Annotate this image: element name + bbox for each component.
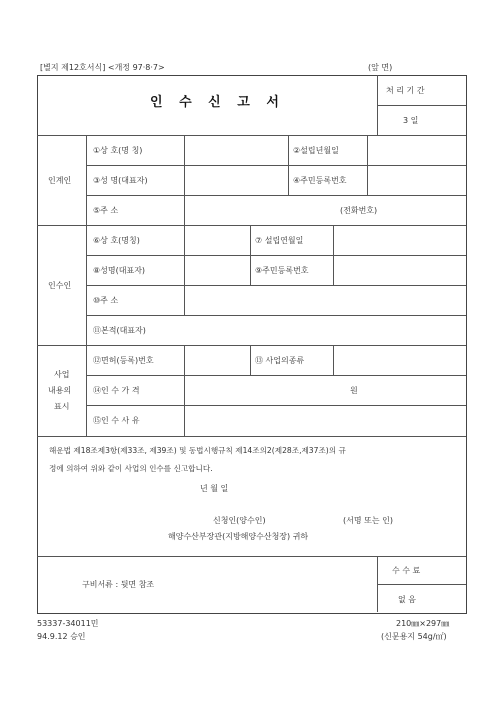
transferee-established-field[interactable] <box>335 227 464 253</box>
form-reference: [별지 제12호서식] <개정 97·8·7> <box>40 63 165 72</box>
signature-label: (서명 또는 인) <box>343 516 393 525</box>
paper-type: (신문용지 54g/㎡) <box>381 632 447 641</box>
transferee-domicile-label: ⑪본적(대표자) <box>93 326 146 335</box>
transferee-established-label: ⑦ 설립연월일 <box>255 236 304 245</box>
attachments-label: 구비서류 : 뒷면 참조 <box>82 580 155 589</box>
acquisition-price-field[interactable] <box>186 377 464 403</box>
transferee-resident-no-label: ⑨주민등록번호 <box>255 266 309 275</box>
declaration-date: 년 월 일 <box>200 484 229 493</box>
transferee-address-label: ⑩주 소 <box>93 296 119 305</box>
fee-label: 수 수 료 <box>392 566 421 575</box>
transferee-domicile-field[interactable] <box>186 317 464 343</box>
recipient-label: 해양수산부장관(지방해양수산청장) 귀하 <box>168 532 309 541</box>
declaration-line-1: 해운법 제18조제3항(제33조, 제39조) 및 동법시행규칙 제14조의2(제28조,제37조)의 규 <box>49 446 346 455</box>
license-no-label: ⑫면허(등록)번호 <box>93 356 154 365</box>
applicant-label: 신청인(양수인) <box>213 516 266 525</box>
business-section-label-2: 내용의 <box>48 386 72 395</box>
form-code: 53337-34011민 <box>37 619 99 628</box>
acquisition-reason-label: ⑮인 수 사 유 <box>93 416 140 425</box>
transferor-established-field[interactable] <box>369 137 464 163</box>
business-section-label-1: 사업 <box>54 370 70 379</box>
price-unit: 원 <box>350 386 358 395</box>
approval-date: 94.9.12 승인 <box>37 632 86 641</box>
paper-size: 210㎜×297㎜ <box>396 619 450 628</box>
page-side-label: (앞 면) <box>368 63 393 72</box>
transferee-address-field[interactable] <box>186 287 464 313</box>
transferor-established-label: ②설립년월일 <box>293 146 339 155</box>
processing-period-label: 처 리 기 간 <box>386 86 425 95</box>
transferor-resident-no-field[interactable] <box>369 167 464 193</box>
business-type-field[interactable] <box>335 347 464 373</box>
transferor-trade-name-label: ①상 호(명 칭) <box>93 146 143 155</box>
transferee-trade-name-label: ⑥상 호(명칭) <box>93 236 140 245</box>
processing-period-value: 3 일 <box>403 116 419 125</box>
transferor-section-label: 인계인 <box>48 176 72 185</box>
acquisition-reason-field[interactable] <box>186 407 464 434</box>
transferor-trade-name-field[interactable] <box>186 137 286 163</box>
business-type-label: ⑬ 사업의종류 <box>255 356 305 365</box>
transferee-resident-no-field[interactable] <box>335 257 464 283</box>
transferor-address-label: ⑤주 소 <box>93 206 119 215</box>
acquisition-price-label: ⑭인 수 가 격 <box>93 386 140 395</box>
business-section-label-3: 표시 <box>54 402 70 411</box>
transferor-name-label: ③성 명(대표자) <box>93 176 148 185</box>
fee-value: 없 음 <box>398 595 416 604</box>
license-no-field[interactable] <box>186 347 248 373</box>
transferee-name-field[interactable] <box>186 257 248 283</box>
transferor-resident-no-label: ④주민등록번호 <box>293 176 347 185</box>
declaration-line-2: 정에 의하여 위와 같이 사업의 인수를 신고합니다. <box>49 464 213 473</box>
transferee-name-label: ⑧성명(대표자) <box>93 266 146 275</box>
transferee-section-label: 인수인 <box>48 281 72 290</box>
transferor-address-field[interactable] <box>186 197 464 223</box>
transferor-phone-label: (전화번호) <box>340 206 378 215</box>
form-title: 인 수 신 고 서 <box>150 95 285 110</box>
transferee-trade-name-field[interactable] <box>186 227 248 253</box>
transferor-name-field[interactable] <box>186 167 286 193</box>
